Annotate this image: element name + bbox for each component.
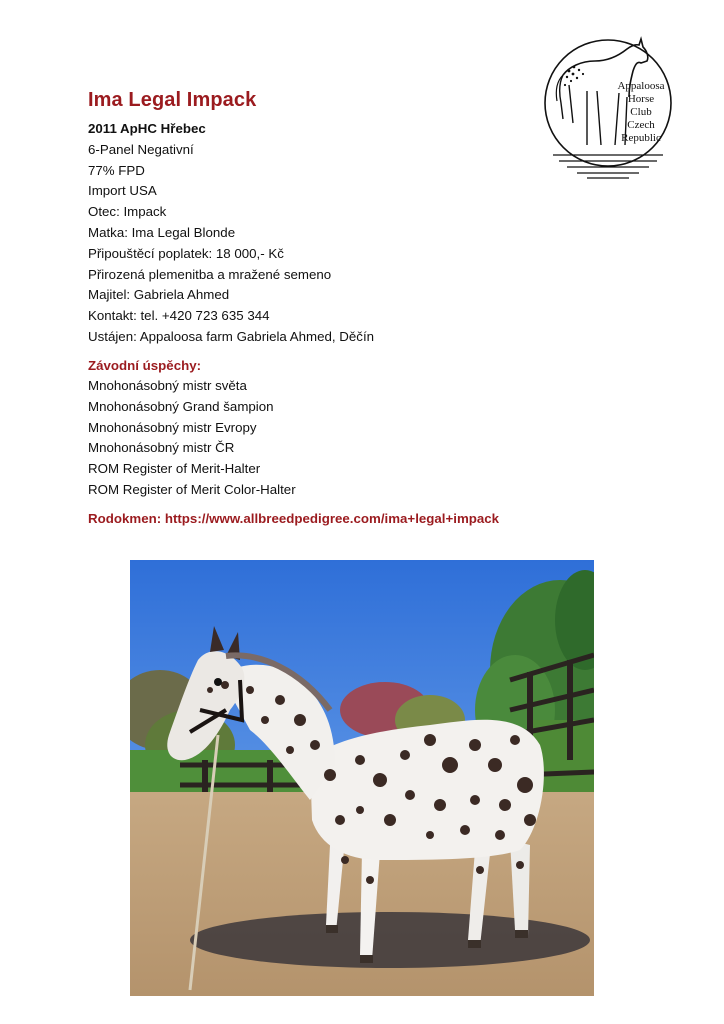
logo-line: Club	[630, 106, 652, 118]
detail-panel: 6-Panel Negativní	[88, 141, 194, 157]
logo-text	[611, 80, 671, 145]
detail-contact: Kontakt: tel. +420 723 635 344	[88, 308, 270, 324]
achievement-item: ROM Register of Merit Color-Halter	[88, 481, 296, 497]
pedigree-link[interactable]: Rodokmen: https://www.allbreedpedigree.com/ima+legal+impack	[88, 511, 500, 526]
achievement-item: ROM Register of Merit-Halter	[88, 461, 261, 477]
detail-sire: Otec: Impack	[88, 204, 167, 220]
logo-line: Horse	[627, 93, 655, 105]
achievement-item: Mnohonásobný mistr Evropy	[88, 419, 257, 435]
horse-subtitle: 2011 ApHC Hřebec	[88, 121, 206, 136]
detail-breeding: Přirozená plemenitba a mražené semeno	[88, 266, 332, 282]
detail-stable: Ustájen: Appaloosa farm Gabriela Ahmed, Děčín	[88, 328, 375, 344]
detail-dam: Matka: Ima Legal Blonde	[88, 224, 236, 240]
spotted-horse-photo	[130, 560, 594, 996]
achievements-heading: Závodní úspěchy:	[88, 358, 202, 373]
page-title: Ima Legal Impack	[88, 89, 257, 111]
logo-line: Czech	[627, 119, 655, 131]
logo-line: Appaloosa	[617, 80, 665, 92]
detail-owner: Majitel: Gabriela Ahmed	[88, 287, 230, 303]
club-logo	[543, 27, 673, 187]
detail-fpd: 77% FPD	[88, 162, 145, 178]
achievement-item: Mnohonásobný mistr ČR	[88, 440, 235, 456]
achievements-list	[88, 376, 296, 501]
horse-photo	[130, 560, 594, 996]
horse-details	[88, 119, 528, 348]
achievement-item: Mnohonásobný mistr světa	[88, 378, 247, 393]
logo-line: Republic	[621, 132, 661, 144]
detail-stud-fee: Připouštěcí poplatek: 18 000,- Kč	[88, 245, 284, 261]
achievement-item: Mnohonásobný Grand šampion	[88, 398, 274, 414]
detail-import: Import USA	[88, 183, 157, 199]
